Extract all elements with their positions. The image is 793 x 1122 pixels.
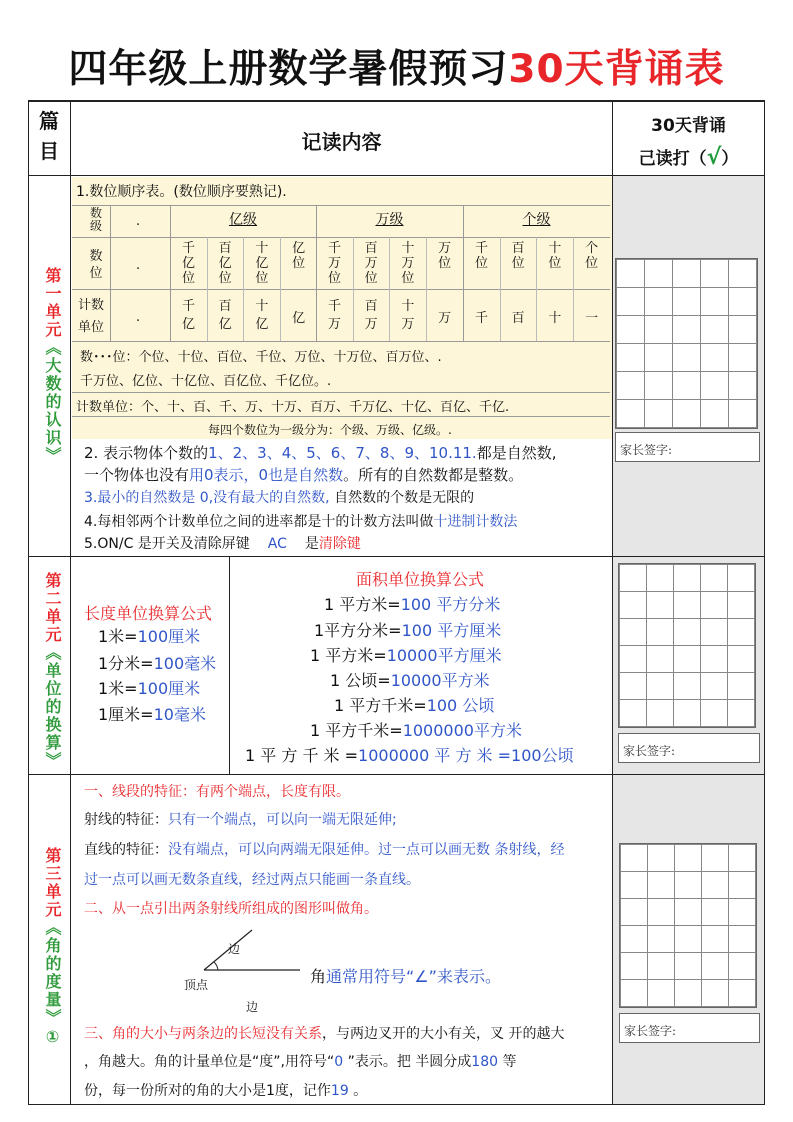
level-ge: 个级 (522, 212, 551, 228)
empty-cell-mark: . (136, 310, 141, 325)
row-label-position: 数位 (89, 249, 103, 281)
digit-position: 个位 (585, 241, 599, 271)
check-cell[interactable] (701, 316, 729, 344)
unit1-s2b: 千万位、亿位、十亿位、百亿位、千亿位。. (80, 374, 332, 389)
unit3-fig-caption: 角通常用符号“∠”来表示。 (310, 967, 501, 986)
check-mark-icon: √ (706, 145, 722, 170)
check-cell[interactable] (617, 344, 645, 372)
check-cell[interactable] (729, 953, 756, 980)
check-cell[interactable] (673, 288, 701, 316)
check-cell[interactable] (673, 260, 701, 288)
check-cell[interactable] (702, 899, 729, 926)
check-cell[interactable] (621, 845, 648, 872)
unit1-sign-box[interactable] (615, 432, 760, 462)
unit3-check-grid[interactable] (619, 843, 757, 1008)
digit-position: 万位 (438, 241, 452, 271)
check-cell[interactable] (728, 592, 755, 619)
check-cell[interactable] (729, 260, 757, 288)
unit1-label: 第一单元《大数的认识》 (43, 267, 62, 465)
length-formula: 1分米=100毫米 (98, 654, 217, 673)
unit2-left-title: 长度单位换算公式 (84, 604, 213, 623)
check-cell[interactable] (648, 980, 675, 1007)
check-cell[interactable] (617, 260, 645, 288)
digit-position: 百亿位 (218, 241, 232, 286)
area-formula: 1 平方千米=100 公顷 (334, 696, 495, 715)
check-cell[interactable] (648, 845, 675, 872)
check-cell[interactable] (675, 953, 702, 980)
area-formula: 1平方分米=100 平方厘米 (314, 621, 502, 640)
check-cell[interactable] (702, 872, 729, 899)
fig-edge2-label: 边 (246, 1000, 259, 1014)
length-formula: 1米=100厘米 (98, 627, 201, 646)
length-formula: 1米=100厘米 (98, 679, 201, 698)
check-cell[interactable] (621, 953, 648, 980)
unit2-label: 第二单元《单位的换算》 (43, 572, 62, 770)
check-cell[interactable] (645, 316, 673, 344)
check-cell[interactable] (674, 619, 701, 646)
check-cell[interactable] (675, 980, 702, 1007)
check-cell[interactable] (674, 673, 701, 700)
check-cell[interactable] (620, 565, 647, 592)
check-cell[interactable] (701, 700, 728, 727)
unit3-l1: 一、线段的特征：有两个端点，长度有限。 (84, 784, 350, 800)
check-cell[interactable] (701, 619, 728, 646)
check-cell[interactable] (729, 344, 757, 372)
check-cell[interactable] (617, 288, 645, 316)
check-cell[interactable] (645, 400, 673, 428)
counting-unit: 百 (511, 311, 525, 326)
check-cell[interactable] (701, 592, 728, 619)
unit2-right-title: 面积单位换算公式 (356, 570, 485, 589)
unit3-label: 第三单元《角的度量》① (43, 846, 62, 1048)
check-cell[interactable] (675, 845, 702, 872)
area-formula: 1 平方米=10000平方厘米 (310, 646, 502, 665)
check-cell[interactable] (647, 700, 674, 727)
row-label-unit: 计数单位 (77, 298, 104, 335)
angle-figure (160, 918, 316, 1014)
check-cell[interactable] (617, 372, 645, 400)
check-cell[interactable] (621, 980, 648, 1007)
row-label-level: 数级 (89, 206, 102, 233)
check-cell[interactable] (729, 288, 757, 316)
header-col2: 记读内容 (301, 130, 382, 154)
unit3-l7: ，角越大。角的计量单位是“度”,用符号“0 ”表示。把 半圆分成180 等 (84, 1054, 517, 1070)
fig-edge1-label: 边 (228, 942, 241, 956)
table-border-bottom (28, 1104, 765, 1105)
unit3-l4: 过一点可以画无数条直线，经过两点只能画一条直线。 (84, 872, 420, 888)
unit3-sign-box[interactable] (619, 1013, 760, 1043)
unit1-p5: 5.ON/C 是开关及清除屏键 AC 是清除键 (84, 536, 361, 552)
check-cell[interactable] (701, 260, 729, 288)
check-cell[interactable] (620, 592, 647, 619)
unit3-l8: 份，每一份所对的角的大小是1度，记作19 。 (84, 1083, 368, 1099)
level-yi: 亿级 (229, 212, 257, 228)
check-cell[interactable] (701, 673, 728, 700)
check-cell[interactable] (648, 899, 675, 926)
area-formula: 1 平方千米=1000000平方米 (310, 721, 522, 740)
check-cell[interactable] (645, 344, 673, 372)
digit-position: 百位 (511, 241, 525, 271)
angle-diagram (160, 918, 316, 1014)
check-cell[interactable] (647, 592, 674, 619)
check-cell[interactable] (647, 673, 674, 700)
unit3-sign-label: 家长签字: (624, 1024, 677, 1038)
check-cell[interactable] (648, 926, 675, 953)
empty-cell-mark: . (136, 214, 141, 229)
check-cell[interactable] (729, 872, 756, 899)
counting-unit: 十万 (401, 299, 415, 332)
unit1-s3: 计数单位：个、十、百、千、万、十万、百万、千万亿、十亿、百亿、千亿. (76, 400, 510, 415)
unit2-sign-label: 家长签字: (623, 744, 676, 758)
check-cell[interactable] (645, 260, 673, 288)
check-cell[interactable] (701, 646, 728, 673)
unit1-p2-line2: 一个物体也没有用0表示，0也是自然数。所有的自然数都是整数。 (84, 466, 524, 484)
check-cell[interactable] (621, 899, 648, 926)
check-cell[interactable] (645, 372, 673, 400)
check-cell[interactable] (647, 619, 674, 646)
check-cell[interactable] (701, 372, 729, 400)
level-wan: 万级 (375, 212, 404, 228)
check-cell[interactable] (647, 646, 674, 673)
unit2-divider (229, 557, 230, 774)
counting-unit: 十亿 (255, 299, 269, 332)
check-cell[interactable] (675, 926, 702, 953)
check-cell[interactable] (728, 700, 755, 727)
check-cell[interactable] (701, 288, 729, 316)
counting-unit: 千 (474, 311, 488, 326)
check-cell[interactable] (702, 845, 729, 872)
digit-position: 十位 (548, 241, 562, 271)
check-cell[interactable] (701, 565, 728, 592)
fig-vertex-label: 顶点 (184, 978, 209, 992)
check-cell[interactable] (620, 700, 647, 727)
unit2-check-grid[interactable] (618, 563, 756, 728)
area-formula: 1 平 方 千 米 =1000000 平 方 米 =100公顷 (245, 746, 574, 765)
check-cell[interactable] (674, 646, 701, 673)
check-cell[interactable] (674, 700, 701, 727)
unit3-l5: 二、从一点引出两条射线所组成的图形叫做角。 (84, 901, 378, 917)
digit-position: 千万位 (327, 241, 341, 286)
check-cell[interactable] (728, 673, 755, 700)
unit3-l2: 射线的特征：只有一个端点，可以向一端无限延伸; (84, 812, 397, 828)
check-cell[interactable] (729, 845, 756, 872)
unit1-p4: 4.每相邻两个计数单位之间的进率都是十的计数方法叫做十进制计数法 (84, 514, 518, 530)
header-col3-line2: 己读打（√） (638, 145, 739, 170)
check-cell[interactable] (674, 592, 701, 619)
counting-unit: 千亿 (181, 299, 195, 332)
counting-unit: 亿 (292, 311, 306, 326)
digit-position: 百万位 (364, 241, 378, 286)
check-cell[interactable] (673, 400, 701, 428)
check-cell[interactable] (673, 316, 701, 344)
check-cell[interactable] (702, 926, 729, 953)
check-cell[interactable] (729, 400, 757, 428)
check-cell[interactable] (674, 565, 701, 592)
counting-unit: 万 (438, 311, 452, 326)
col-divider-1 (70, 100, 71, 1105)
digit-position: 千亿位 (181, 241, 195, 286)
header-col1: 篇目 (39, 109, 59, 163)
digit-position: 亿位 (292, 241, 306, 271)
check-cell[interactable] (620, 673, 647, 700)
check-cell[interactable] (675, 872, 702, 899)
header-col3 (613, 110, 764, 175)
unit1-p3: 3.最小的自然数是 0,没有最大的自然数, 自然数的个数是无限的 (84, 490, 475, 506)
check-cell[interactable] (621, 926, 648, 953)
area-formula: 1 平方米=100 平方分米 (324, 595, 501, 614)
table-border-left (28, 100, 29, 1105)
check-cell[interactable] (729, 980, 756, 1007)
check-cell[interactable] (620, 619, 647, 646)
check-cell[interactable] (729, 926, 756, 953)
check-cell[interactable] (620, 646, 647, 673)
length-formula: 1厘米=10毫米 (98, 705, 206, 724)
digit-position: 十万位 (401, 241, 415, 286)
counting-unit: 一 (585, 311, 599, 326)
check-cell[interactable] (729, 316, 757, 344)
check-cell[interactable] (728, 565, 755, 592)
check-cell[interactable] (702, 980, 729, 1007)
unit1-p2-line1: 2. 表示物体个数的1、2、3、4、5、6、7、8、9、10.11.都是自然数, (84, 444, 557, 462)
counting-unit: 百亿 (218, 299, 232, 332)
check-cell[interactable] (617, 400, 645, 428)
table-border-top (28, 100, 765, 102)
check-cell[interactable] (648, 953, 675, 980)
unit1-sign-label: 家长签字: (620, 443, 673, 457)
header-col3-line1: 30天背诵 (651, 116, 726, 136)
title-highlight: 30天背诵表 (508, 47, 725, 92)
check-cell[interactable] (675, 899, 702, 926)
title-main: 四年级上册数学暑假预习 (68, 47, 509, 92)
unit1-check-grid[interactable] (615, 258, 758, 429)
check-cell[interactable] (729, 372, 757, 400)
empty-cell-mark: . (136, 258, 141, 273)
check-cell[interactable] (617, 316, 645, 344)
check-cell[interactable] (645, 288, 673, 316)
unit2-sign-box[interactable] (618, 733, 760, 763)
counting-unit: 百万 (364, 299, 378, 332)
check-cell[interactable] (647, 565, 674, 592)
unit3-l3: 直线的特征：没有端点，可以向两端无限延伸。过一点可以画无数 条射线，经 (84, 842, 565, 858)
check-cell[interactable] (702, 953, 729, 980)
check-cell[interactable] (673, 344, 701, 372)
counting-unit: 十 (548, 311, 562, 326)
unit1-s4: 每四个数位为一级分为：个级、万级、亿级。. (208, 423, 452, 437)
page-title (0, 38, 793, 94)
check-cell[interactable] (728, 646, 755, 673)
check-cell[interactable] (728, 619, 755, 646)
digit-position: 千位 (474, 241, 488, 271)
area-formula: 1 公顷=10000平方米 (330, 671, 490, 690)
check-cell[interactable] (673, 372, 701, 400)
digit-position: 十亿位 (255, 241, 269, 286)
table-border-right (764, 100, 765, 1105)
check-cell[interactable] (701, 400, 729, 428)
check-cell[interactable] (648, 872, 675, 899)
unit3-l6: 三、角的大小与两条边的长短没有关系，与两边叉开的大小有关，叉 开的越大 (84, 1026, 565, 1042)
counting-unit: 千万 (327, 299, 341, 332)
unit1-s2a: 数･･･位：个位、十位、百位、千位、万位、十万位、百万位、. (80, 350, 442, 365)
check-cell[interactable] (621, 872, 648, 899)
unit1-s1: 1.数位顺序表。(数位顺序要熟记). (76, 184, 287, 200)
check-cell[interactable] (701, 344, 729, 372)
check-cell[interactable] (729, 899, 756, 926)
